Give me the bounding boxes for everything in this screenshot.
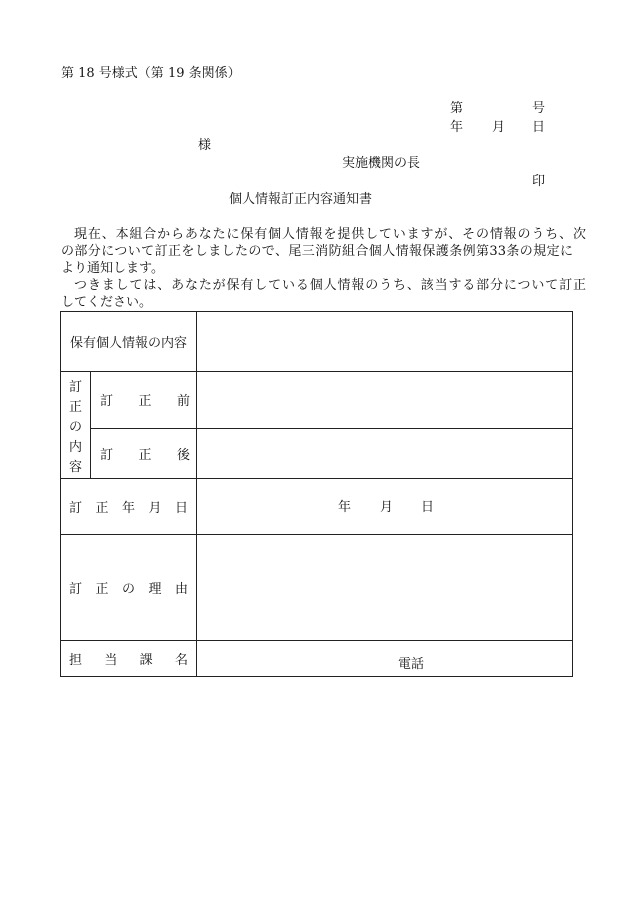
body-line-5: してください。 <box>61 295 153 310</box>
doc-number-prefix: 第 <box>450 101 464 116</box>
info-content-field[interactable] <box>197 312 573 372</box>
table-row <box>61 641 573 677</box>
table-row <box>61 479 573 535</box>
before-correction-field[interactable] <box>197 372 573 429</box>
department-field[interactable] <box>197 641 573 677</box>
correction-char-4: 内 <box>68 439 82 455</box>
correction-char-3: の <box>68 419 82 435</box>
date-day: 日 <box>421 499 435 515</box>
body-line-3: より通知します。 <box>61 261 164 276</box>
correction-char-5: 容 <box>68 459 82 475</box>
table-row <box>61 372 573 429</box>
date-year-label: 年 <box>450 120 464 135</box>
table-row <box>61 312 573 372</box>
addressee-suffix: 様 <box>198 138 212 153</box>
document-title: 個人情報訂正内容通知書 <box>229 192 373 207</box>
date-day-label: 日 <box>532 120 546 135</box>
correction-reason-label: 訂 正 の 理 由 <box>61 535 197 641</box>
info-content-label: 保有個人情報の内容 <box>61 312 197 372</box>
table-row <box>61 428 573 478</box>
date-month: 月 <box>380 499 394 515</box>
phone-label: 電話 <box>398 657 425 672</box>
seal-mark: 印 <box>532 174 546 189</box>
correction-char-1: 訂 <box>68 379 82 395</box>
correction-content-label <box>61 372 91 479</box>
doc-number-suffix: 号 <box>532 101 546 116</box>
body-line-4: つきましては、あなたが保有している個人情報のうち、該当する部分について訂正 <box>74 278 586 293</box>
body-line-1: 現在、本組合からあなたに保有個人情報を提供していますが、その情報のうち、次 <box>74 227 586 242</box>
before-correction-label: 訂 正 前 <box>91 372 197 429</box>
correction-form-table <box>60 311 573 677</box>
correction-reason-field[interactable] <box>197 535 573 641</box>
after-correction-field[interactable] <box>197 428 573 478</box>
department-label: 担 当 課 名 <box>61 641 197 677</box>
sender-title: 実施機関の長 <box>342 156 421 171</box>
correction-char-2: 正 <box>68 399 82 415</box>
form-number-label: 第 18 号様式（第 19 条関係） <box>61 66 241 81</box>
table-row <box>61 535 573 641</box>
date-month-label: 月 <box>492 120 506 135</box>
correction-date-field[interactable] <box>197 479 573 535</box>
after-correction-label: 訂 正 後 <box>91 428 197 478</box>
date-year: 年 <box>338 499 352 515</box>
correction-date-label: 訂 正 年 月 日 <box>61 479 197 535</box>
body-line-2: の部分について訂正をしましたので、尾三消防組合個人情報保護条例第33条の規定に <box>61 244 573 259</box>
